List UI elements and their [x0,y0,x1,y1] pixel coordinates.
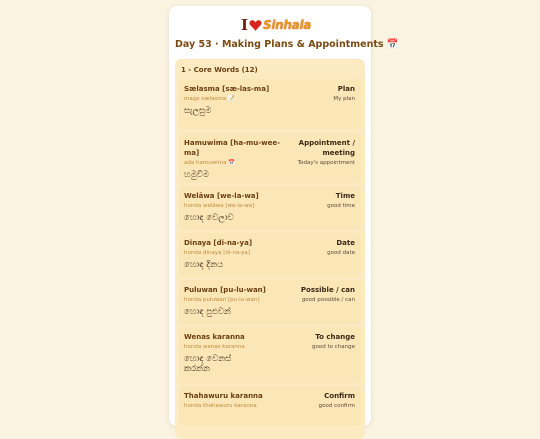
logo-text: Sinhala [263,18,312,32]
word-sinhala: සැලසුම [184,106,212,116]
word-sinhala: හමුවීම [184,170,210,180]
word-english: Plan [337,85,355,93]
word-example-english: good to change [312,344,355,350]
lesson-title: Day 53 · Making Plans & Appointments 📅 [175,39,399,50]
word-sinhala: හොඳ වෙලාව [184,213,234,223]
word-card[interactable] [179,79,361,129]
app-logo[interactable] [241,14,311,36]
word-example-english: good confirm [318,403,355,409]
word-card[interactable] [179,280,361,324]
word-example-english: My plan [333,96,355,102]
word-example-english: good time [327,203,355,209]
word-card[interactable] [179,186,361,230]
word-sinhala: හොඳ දිනය [184,260,224,270]
word-example-english: Today's appointment [297,160,355,166]
logo-prefix: I [241,16,249,34]
word-card[interactable] [179,327,361,383]
word-example: honda welāwa [we-la-wa] [184,203,255,209]
heart-icon [249,19,262,32]
word-example: ada hamuwima 📅 [184,160,236,166]
word-sinhala: හොඳ පුළුවන් [184,307,231,317]
word-example-english: good possible / can [301,297,355,303]
lesson-card [169,6,399,426]
word-card[interactable] [179,133,361,183]
word-example: honda dinaya [di-na-ya] [184,250,250,256]
word-sinhala: හොඳ වෙනස් කරන්න [184,354,232,374]
word-card[interactable] [179,386,361,426]
section-header[interactable]: 1 - Core Words (12) [181,66,258,74]
word-example: honda puluwan [pu-lu-wan] [184,297,260,303]
word-example-english: good date [327,250,355,256]
word-card[interactable] [179,233,361,277]
word-example: honda thahawuru karanna [184,403,257,409]
word-english: Date [336,239,355,247]
word-transliteration: Puluwan [pu-lu-wan] [184,286,266,294]
word-english: Possible / can [300,286,355,294]
word-english: Confirm [324,392,355,400]
word-example: honda wenas karanna [184,344,245,350]
word-transliteration: Dinaya [di-na-ya] [184,239,253,247]
word-transliteration: Hamuwima [ha-mu-wee-ma] [184,139,281,157]
word-transliteration: Sælasma [sæ-las-ma] [184,85,270,93]
word-transliteration: Welāwa [we-la-wa] [184,192,259,200]
word-english: Appointment / meeting [298,139,355,157]
word-example: mage sælasma 📝 [184,96,235,102]
word-english: Time [335,192,355,200]
core-words-section [175,59,365,439]
word-transliteration: Wenas karanna [184,333,245,341]
word-english: To change [315,333,355,341]
word-transliteration: Thahawuru karanna [184,392,263,400]
